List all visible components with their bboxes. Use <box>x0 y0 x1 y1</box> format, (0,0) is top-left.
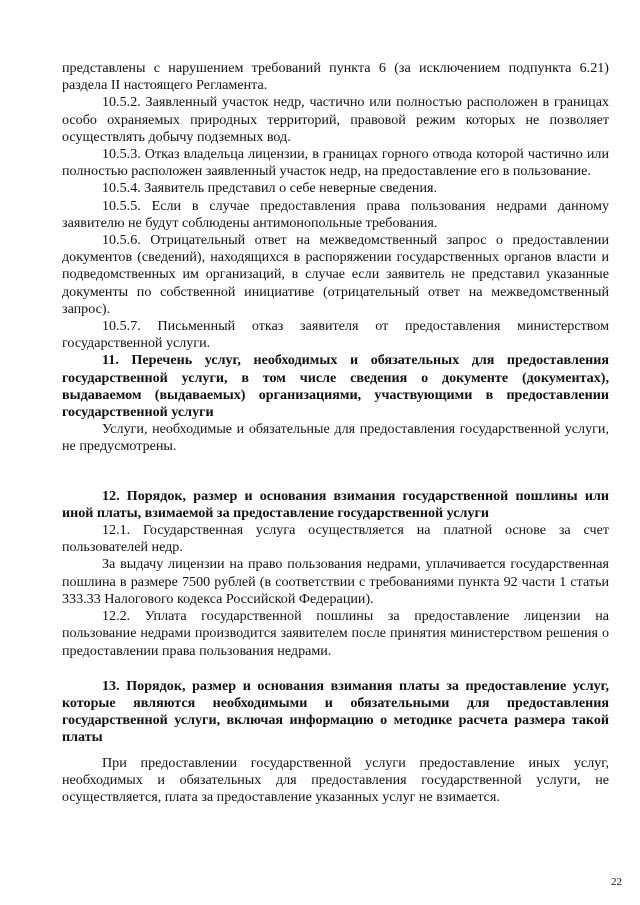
page-number: 22 <box>611 876 622 888</box>
heading-spacer <box>62 747 609 755</box>
paragraph-12-1-fee: За выдачу лицензии на право пользования недрами, уплачивается государственная пошлина в размере 7500 рублей (в соответствии с требованиями пункта 92 части 1 статьи 333.33 Налогового кодекса Российской Федерации). <box>62 556 609 607</box>
paragraph-10-5-2: 10.5.2. Заявленный участок недр, частично или полностью расположен в границах особо охраняемых природных территорий, правовой режим которых не позволяет осуществлять добычу подземных вод. <box>62 94 609 145</box>
paragraph-10-5-6: 10.5.6. Отрицательный ответ на межведомственный запрос о предоставлении документов (сведений), находящихся в распоряжении государственных органов власти и подведомственных им организаций, в случае если заявитель не представил указанные документы по собственной инициативе (отрицательный ответ на межведомственный запрос). <box>62 232 609 317</box>
paragraph-continuation: представлены с нарушением требований пункта 6 (за исключением подпункта 6.21) раздела II настоящего Регламента. <box>62 60 609 94</box>
section-13-paragraph: При предоставлении государственной услуги предоставление иных услуг, необходимых и обязательных для предоставления государственной услуги, не осуществляется, плата за предоставление указанных услуг не взимается. <box>62 754 609 805</box>
paragraph-10-5-5: 10.5.5. Если в случае предоставления права пользования недрами данному заявителю не будут соблюдены антимонопольные требования. <box>62 197 609 231</box>
paragraph-10-5-3: 10.5.3. Отказ владельца лицензии, в границах горного отвода которой частично или полностью расположен заявленный участок недр, на предоставление его в пользование. <box>62 146 609 180</box>
section-12-heading: 12. Порядок, размер и основания взимания государственной пошлины или иной платы, взимаемой за предоставление государственной услуги <box>62 487 609 521</box>
paragraph-10-5-7: 10.5.7. Письменный отказ заявителя от предоставления министерством государственной услуги. <box>62 318 609 352</box>
paragraph-10-5-4: 10.5.4. Заявитель представил о себе неверные сведения. <box>102 180 437 197</box>
document-body <box>62 60 609 806</box>
paragraph-12-1: 12.1. Государственная услуга осуществляется на платной основе за счет пользователей недр. <box>62 522 609 556</box>
section-spacer <box>62 660 609 678</box>
section-13-heading: 13. Порядок, размер и основания взимания платы за предоставление услуг, которые являются необходимыми и обязательными для предоставления государственной услуги, включая информацию о методике расчета размера такой платы <box>62 677 609 746</box>
paragraph-12-2: 12.2. Уплата государственной пошлины за предоставление лицензии на пользование недрами производится заявителем после принятия министерством решения о предоставлении права пользования недрами. <box>62 608 609 659</box>
section-spacer <box>62 456 609 488</box>
section-11-heading: 11. Перечень услуг, необходимых и обязательных для предоставления государственной услуги, в том числе сведения о документе (документах), выдаваемом (выдаваемых) организациями, участвующими в предоставлении государственной услуги <box>62 352 609 421</box>
section-11-paragraph: Услуги, необходимые и обязательные для предоставления государственной услуги, не предусмотрены. <box>62 421 609 455</box>
